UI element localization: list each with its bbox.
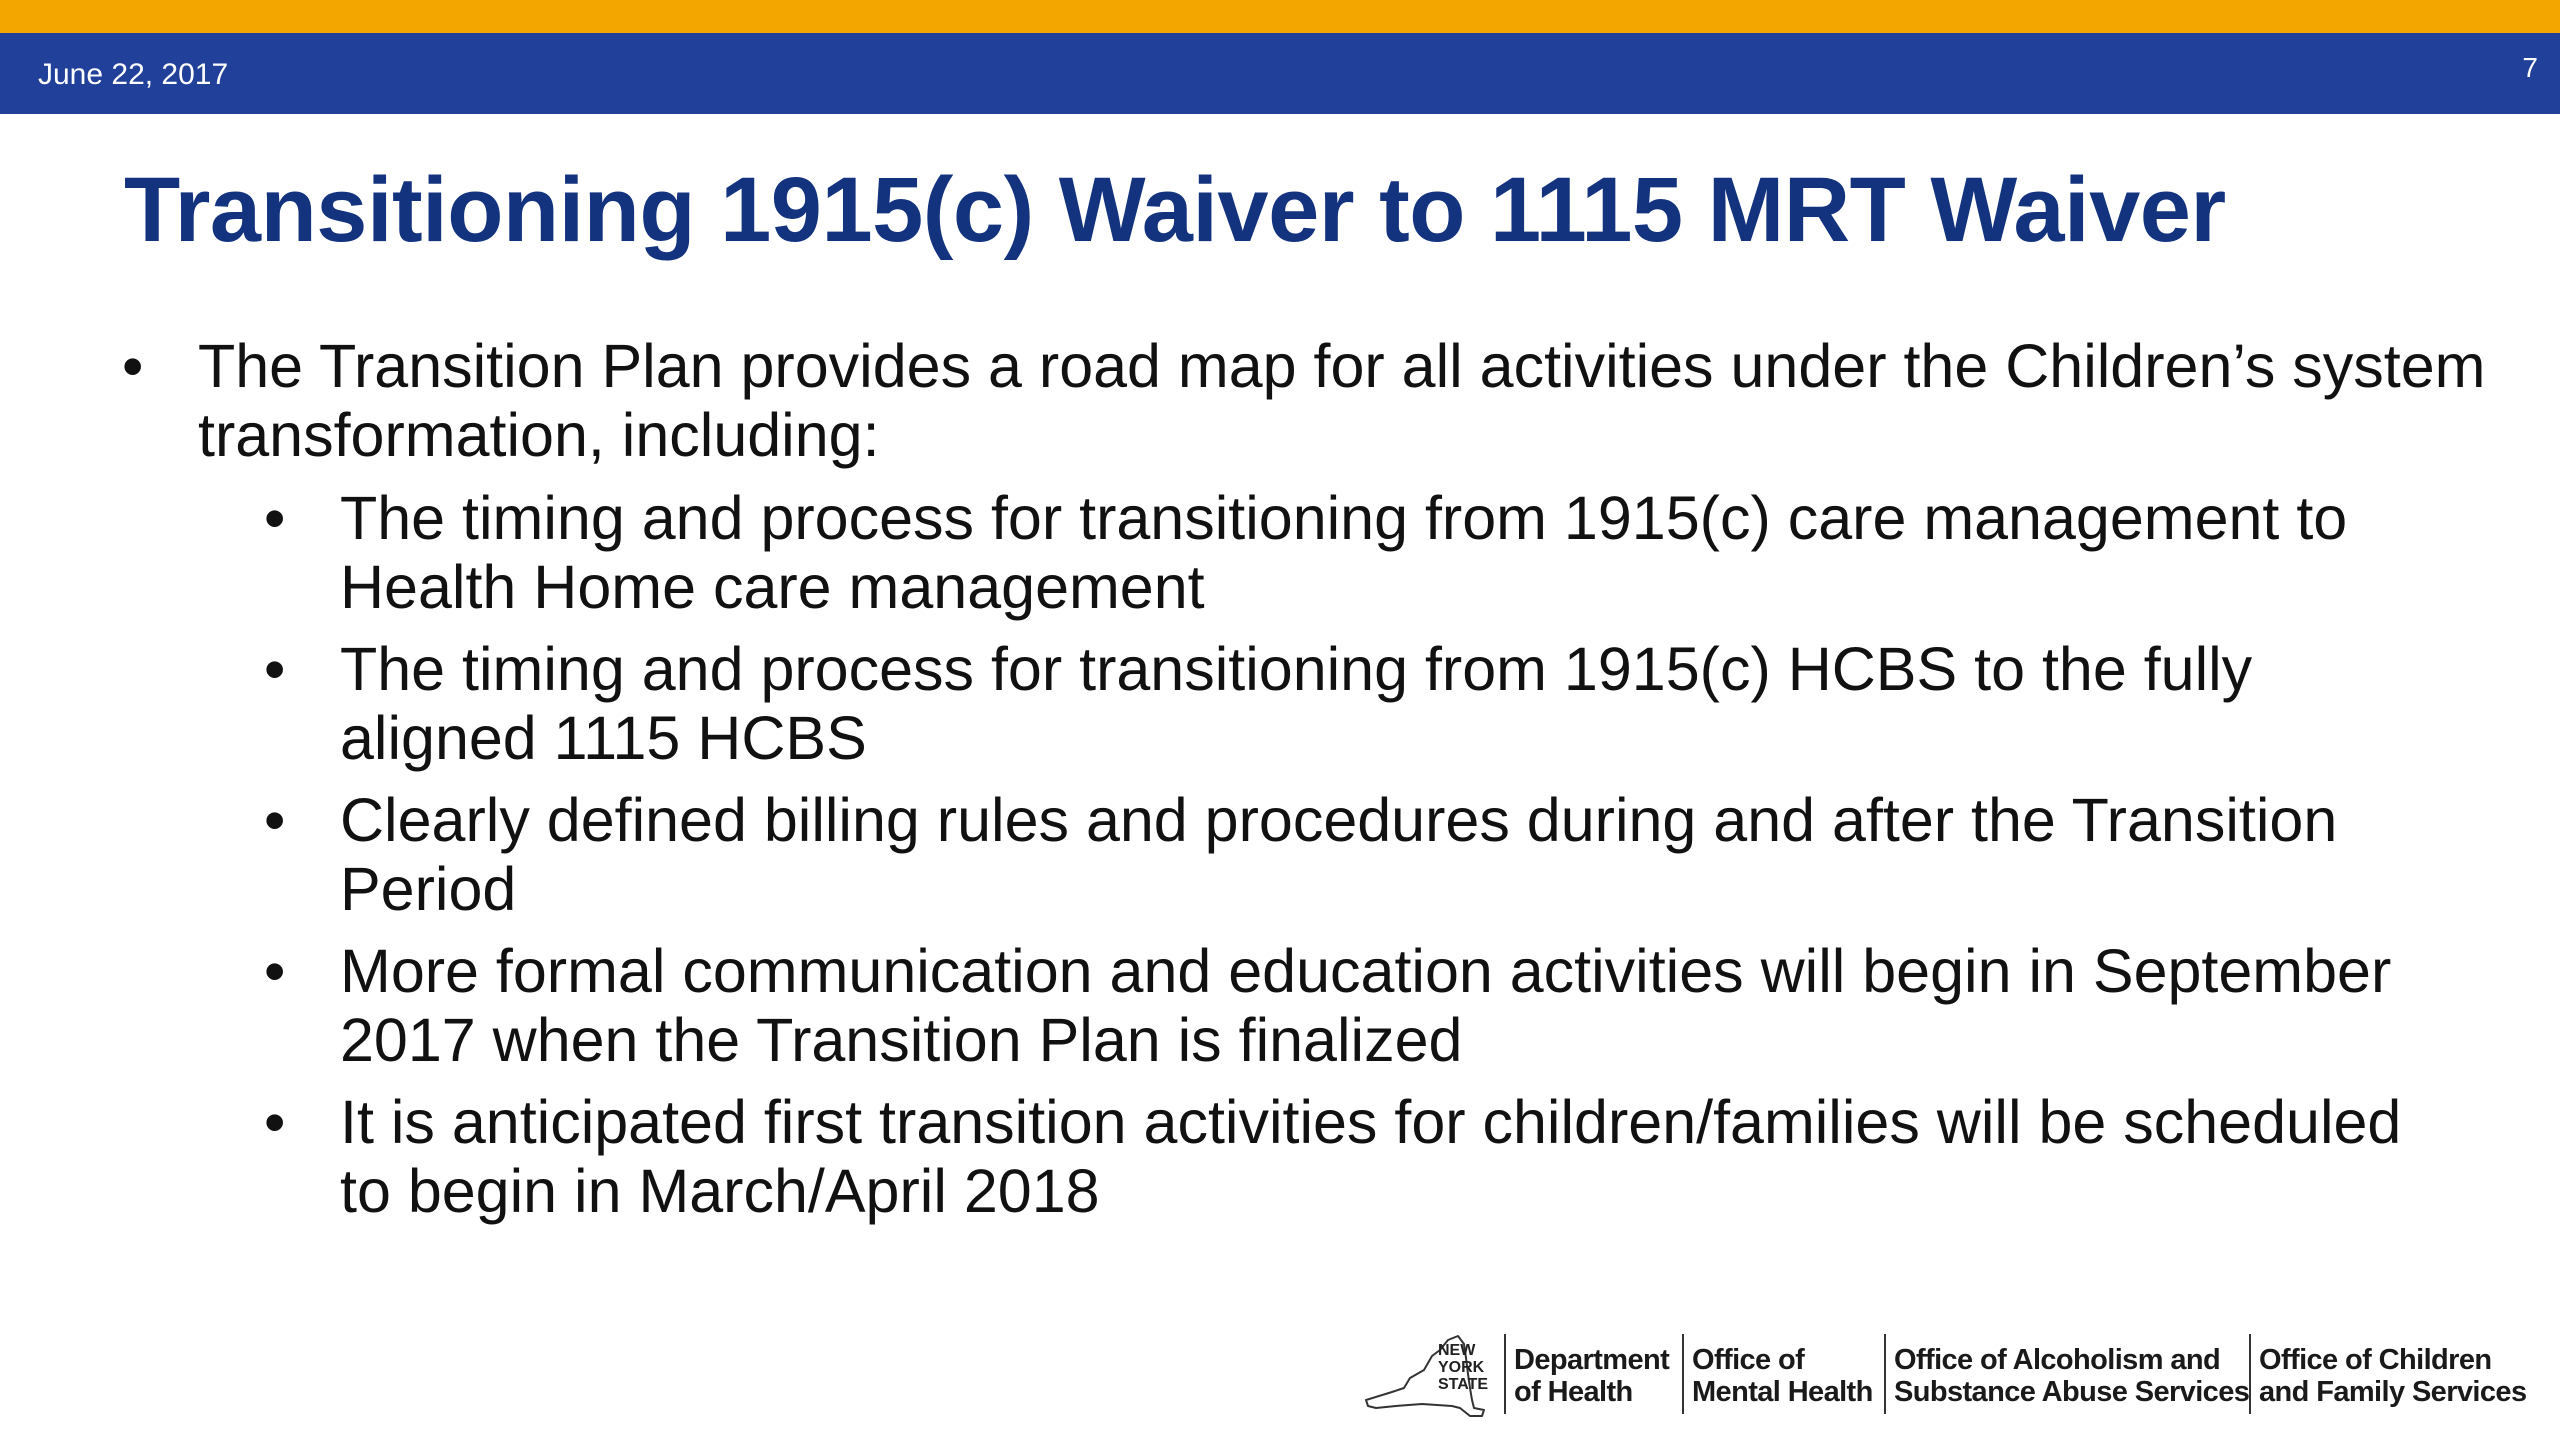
agency-ocfs: Office of Children and Family Services (2259, 1344, 2527, 1408)
sub-bullet-item (122, 786, 2442, 924)
sub-bullet-text: Clearly defined billing rules and procedures during and after the Transition Period (340, 786, 2338, 923)
bullet-icon: • (264, 635, 286, 703)
logo-divider (2249, 1334, 2251, 1414)
page-number: 7 (2522, 52, 2538, 83)
sub-bullet-item (122, 635, 2442, 773)
header-date: June 22, 2017 (38, 58, 229, 91)
nys-logo-word: NEW (1438, 1342, 1476, 1359)
footer-logo-bar (1362, 1330, 2527, 1418)
nys-logo-word: YORK (1438, 1359, 1485, 1376)
agency-omh: Office of Mental Health (1692, 1344, 1873, 1408)
sub-bullet-text: The timing and process for transitioning from 1915(c) HCBS to the fully aligned 1115 HCBS (340, 635, 2253, 772)
bullet-icon: • (264, 786, 286, 854)
bullet-icon: • (264, 937, 286, 1005)
sub-bullet-item (122, 1088, 2442, 1226)
logo-divider (1682, 1334, 1684, 1414)
nys-logo-word: STATE (1438, 1376, 1489, 1393)
sub-bullet-text: More formal communication and education activities will begin in September 2017 when the Transition Plan is finalized (340, 937, 2392, 1074)
sub-bullet-text: The timing and process for transitioning from 1915(c) care management to Health Home care management (340, 484, 2348, 621)
logo-divider (1884, 1334, 1886, 1414)
agency-doh: Department of Health (1514, 1344, 1670, 1408)
bullet-icon: • (122, 332, 144, 400)
bullet-icon: • (264, 484, 286, 552)
accent-stripe (0, 0, 2560, 33)
bullet-text: The Transition Plan provides a road map for all activities under the Children’s system transformation, including: (198, 332, 2486, 469)
slide-body (122, 332, 2486, 1239)
bullet-item (122, 332, 2518, 470)
logo-divider (1504, 1334, 1506, 1414)
header-bar (0, 33, 2560, 114)
slide-title: Transitioning 1915(c) Waiver to 1115 MRT Waiver (124, 159, 2226, 261)
sub-bullet-text: It is anticipated first transition activities for children/families will be scheduled to begin in March/April 2018 (340, 1088, 2402, 1225)
sub-bullet-list (122, 484, 2442, 1226)
bullet-icon: • (264, 1088, 286, 1156)
sub-bullet-item (122, 484, 2442, 622)
agency-oasas: Office of Alcoholism and Substance Abuse Services (1894, 1344, 2250, 1408)
sub-bullet-item (122, 937, 2442, 1075)
